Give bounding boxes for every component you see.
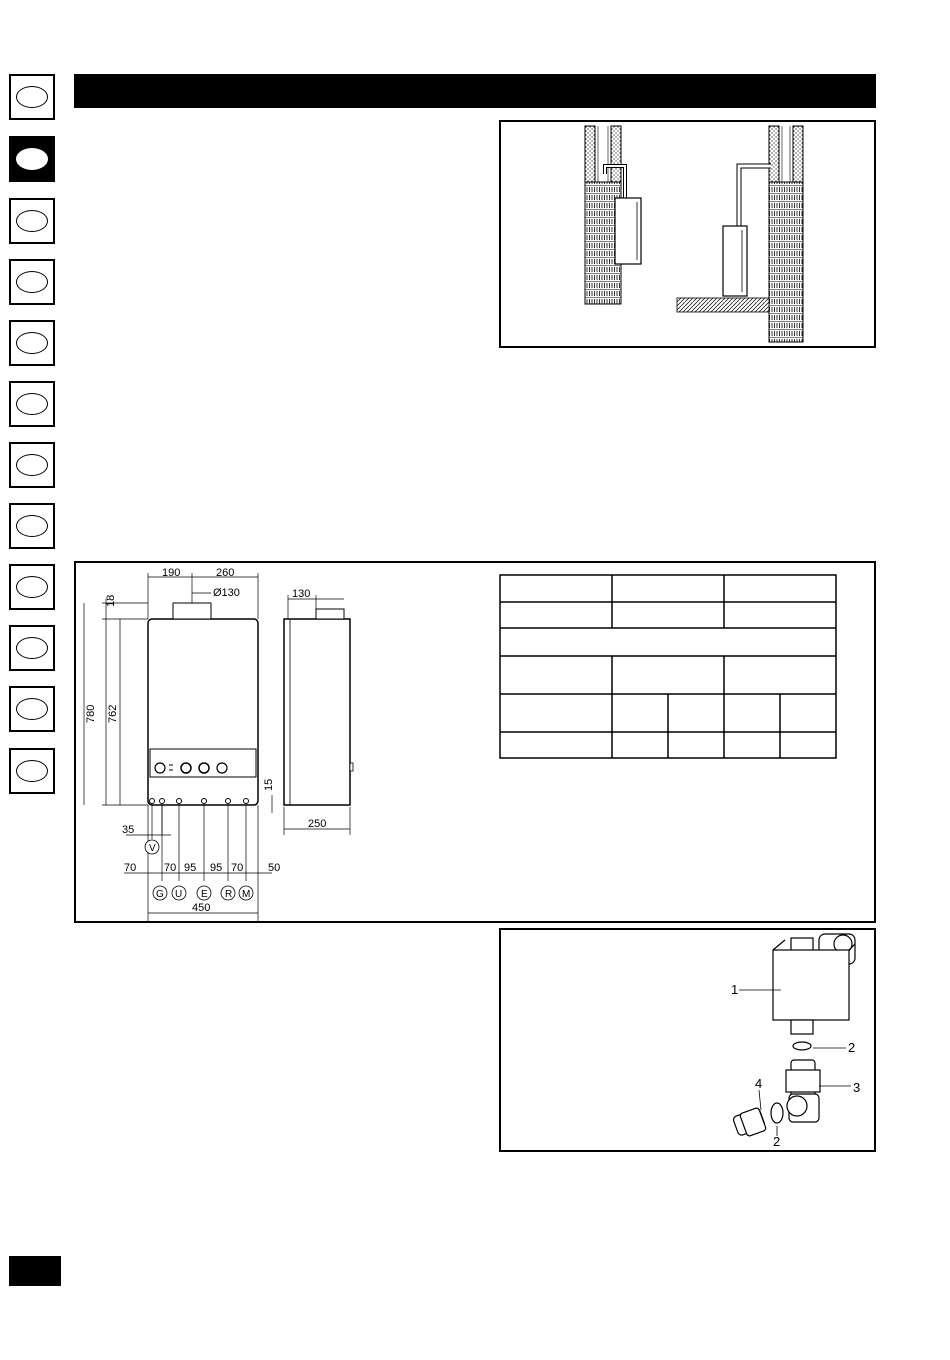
language-oval-icon bbox=[16, 332, 48, 354]
language-oval-icon bbox=[16, 271, 48, 293]
language-oval-icon bbox=[16, 86, 48, 108]
dim-70-a: 70 bbox=[164, 862, 177, 874]
language-tab[interactable] bbox=[9, 381, 55, 427]
language-oval-icon bbox=[16, 637, 48, 659]
valve-label-4: 4 bbox=[755, 1076, 763, 1091]
language-tab[interactable] bbox=[9, 320, 55, 366]
connection-m-label: M bbox=[242, 889, 251, 900]
dim-70-b: 70 bbox=[231, 862, 244, 874]
dim-50: 50 bbox=[268, 862, 281, 874]
valve-label-3: 3 bbox=[853, 1080, 861, 1095]
dim-780: 780 bbox=[85, 704, 97, 723]
language-tab[interactable] bbox=[9, 136, 55, 182]
connection-e-label: E bbox=[201, 889, 208, 900]
language-oval-icon bbox=[16, 393, 48, 415]
language-oval-icon bbox=[16, 760, 48, 782]
dim-70-left: 70 bbox=[124, 862, 137, 874]
spec-table bbox=[499, 574, 837, 760]
dim-95-b: 95 bbox=[210, 862, 223, 874]
language-oval-icon bbox=[16, 515, 48, 537]
dim-250: 250 bbox=[308, 818, 327, 830]
dim-15: 15 bbox=[263, 778, 275, 791]
valve-assembly-figure bbox=[499, 928, 876, 1152]
dim-130-diameter: Ø130 bbox=[213, 587, 240, 599]
dim-260: 260 bbox=[216, 567, 235, 579]
connection-r-label: R bbox=[225, 889, 233, 900]
valve-exploded-drawing bbox=[501, 930, 874, 1150]
language-tab[interactable] bbox=[9, 198, 55, 244]
language-tab[interactable] bbox=[9, 625, 55, 671]
valve-label-2-top: 2 bbox=[848, 1040, 856, 1055]
valve-label-2-bottom: 2 bbox=[773, 1134, 781, 1149]
connection-g-label: G bbox=[156, 889, 164, 900]
language-tab[interactable] bbox=[9, 259, 55, 305]
section-header-bar bbox=[74, 74, 876, 108]
language-oval-icon bbox=[16, 210, 48, 232]
language-oval-icon bbox=[16, 454, 48, 476]
language-tab[interactable] bbox=[9, 564, 55, 610]
dim-35: 35 bbox=[122, 824, 135, 836]
connection-v-label: V bbox=[149, 843, 156, 854]
language-tab[interactable] bbox=[9, 442, 55, 488]
dim-450: 450 bbox=[192, 902, 211, 914]
language-oval-icon bbox=[16, 148, 48, 170]
installation-figure bbox=[499, 120, 876, 348]
connection-u-label: U bbox=[175, 889, 183, 900]
language-tab[interactable] bbox=[9, 503, 55, 549]
dim-190: 190 bbox=[162, 567, 181, 579]
language-oval-icon bbox=[16, 576, 48, 598]
dim-18: 18 bbox=[105, 594, 117, 607]
valve-label-1: 1 bbox=[731, 982, 739, 997]
language-tab[interactable] bbox=[9, 686, 55, 732]
dim-762: 762 bbox=[107, 704, 119, 723]
language-tab[interactable] bbox=[9, 74, 55, 120]
language-oval-icon bbox=[16, 698, 48, 720]
flue-installation-drawing bbox=[501, 122, 874, 346]
dim-95-a: 95 bbox=[184, 862, 197, 874]
dim-130: 130 bbox=[292, 588, 311, 600]
page-number-tab bbox=[9, 1256, 61, 1286]
language-tab[interactable] bbox=[9, 748, 55, 794]
